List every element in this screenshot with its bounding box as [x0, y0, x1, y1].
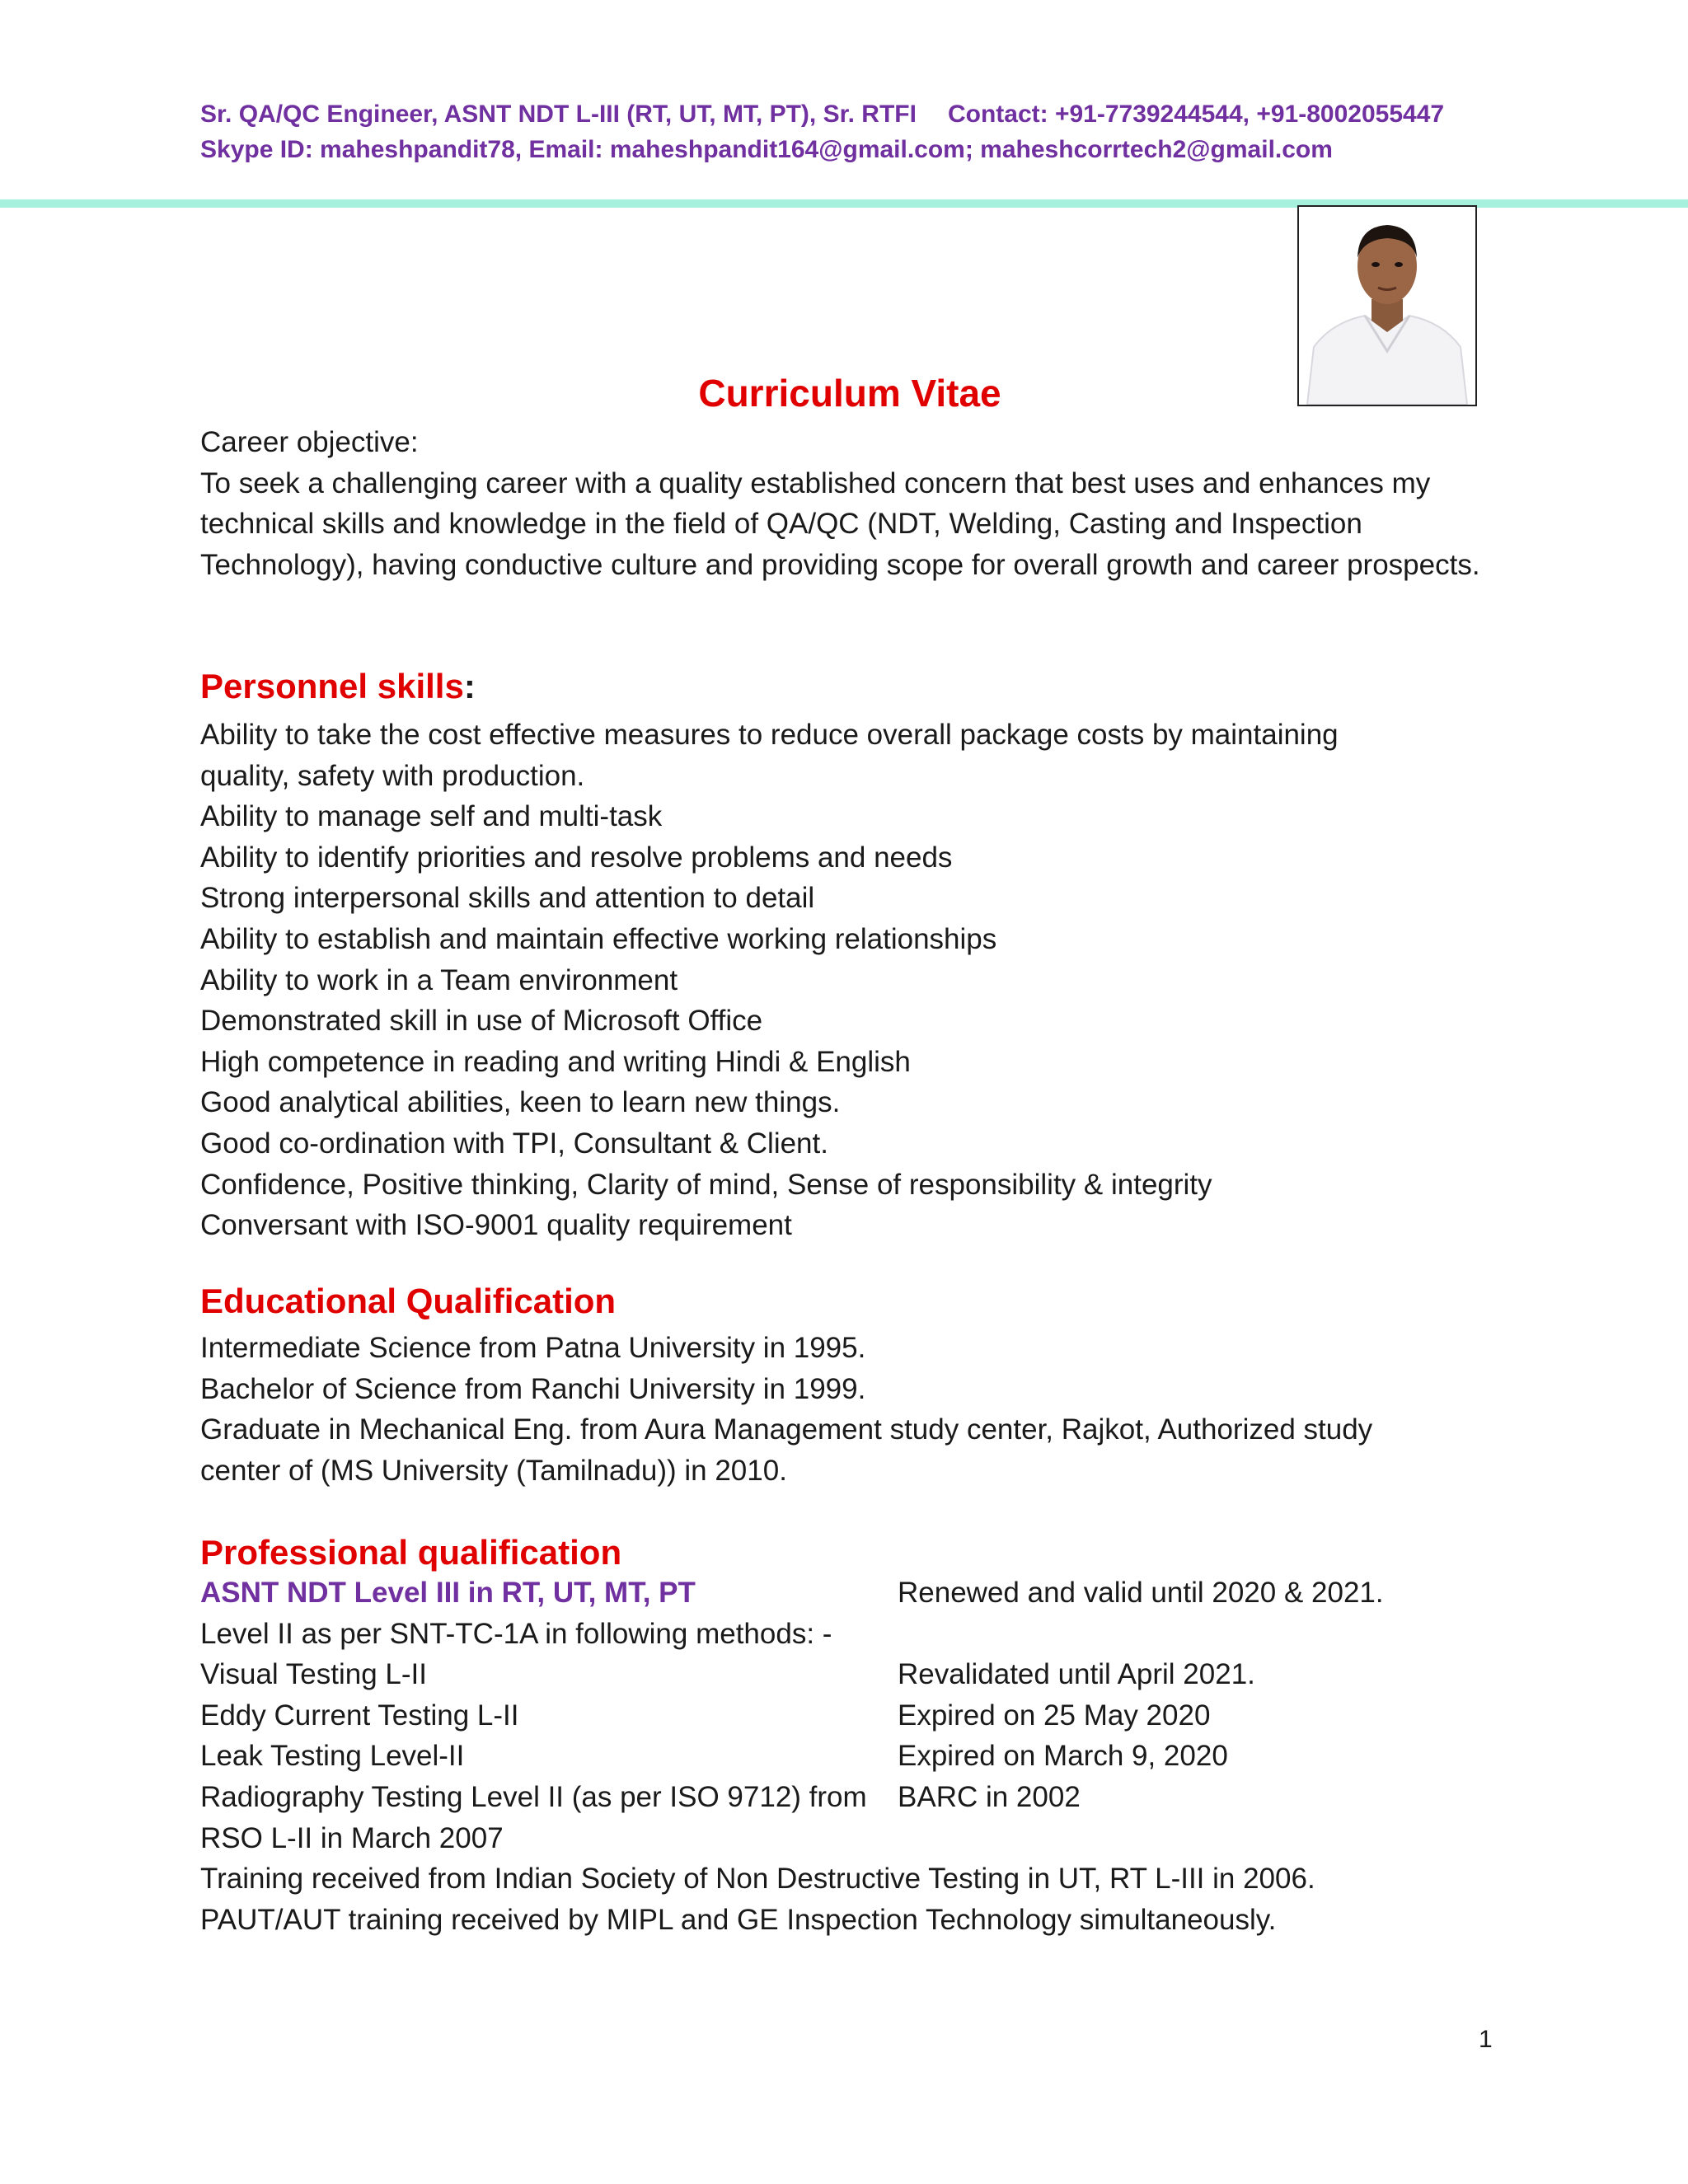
page-header	[0, 0, 1688, 204]
table-row	[200, 1900, 1503, 1941]
list-item: Strong interpersonal skills and attention to detail	[200, 882, 815, 915]
header-contact: Contact: +91-7739244544, +91-8002055447	[947, 101, 1445, 128]
qualification-status: Expired on March 9, 2020	[898, 1740, 1228, 1773]
qualification-name: RSO L-II in March 2007	[200, 1821, 504, 1854]
education-list	[200, 1328, 1503, 1491]
table-row	[200, 1858, 1503, 1900]
qualification-status: BARC in 2002	[898, 1780, 1081, 1813]
list-item: Demonstrated skill in use of Microsoft Office	[200, 1005, 763, 1038]
qualification-status: Revalidated until April 2021.	[898, 1658, 1255, 1691]
list-item: center of (MS University (Tamilnadu)) in 2010.	[200, 1454, 787, 1487]
qualification-name: Leak Testing Level-II	[200, 1740, 465, 1773]
qualification-name: Visual Testing L-II	[200, 1658, 427, 1691]
header-title: Sr. QA/QC Engineer, ASNT NDT L-III (RT, UT, MT, PT), Sr. RTFI	[200, 101, 917, 128]
personnel-skills-heading	[200, 663, 1503, 710]
career-objective-text: To seek a challenging career with a quality established concern that best uses and enhances my technical skills and knowledge in the field of QA/QC (NDT, Welding, Casting and Inspection Technology), having conductive culture and providing scope for overall growth and career prospects.	[200, 466, 1480, 581]
list-item: Bachelor of Science from Ranchi University in 1999.	[200, 1372, 866, 1405]
qualification-name: Level II as per SNT-TC-1A in following methods: -	[200, 1617, 832, 1650]
qualification-name: PAUT/AUT training received by MIPL and GE Inspection Technology simultaneously.	[200, 1903, 1277, 1936]
qualification-name: Eddy Current Testing L-II	[200, 1699, 519, 1732]
header-line-1	[200, 101, 1444, 129]
personnel-skills-section	[200, 663, 1503, 1246]
list-item: Ability to identify priorities and resolve problems and needs	[200, 841, 953, 874]
career-objective-section	[200, 422, 1503, 585]
education-heading: Educational Qualification	[200, 1282, 617, 1320]
page-number: 1	[1479, 2026, 1493, 2053]
qualification-name: ASNT NDT Level III in RT, UT, MT, PT	[200, 1577, 696, 1609]
personnel-skills-list	[200, 715, 1503, 1246]
qualification-name: Radiography Testing Level II (as per ISO 9712) from	[200, 1780, 867, 1813]
list-item: Conversant with ISO-9001 quality requirement	[200, 1209, 792, 1242]
list-item: Confidence, Positive thinking, Clarity of mind, Sense of responsibility & integrity	[200, 1168, 1212, 1201]
list-item: Ability to work in a Team environment	[200, 963, 678, 996]
list-item: High competence in reading and writing Hindi & English	[200, 1045, 911, 1078]
professional-heading: Professional qualification	[200, 1533, 622, 1572]
table-row	[200, 1654, 1503, 1695]
professional-section	[200, 1530, 1503, 1940]
list-item: Good analytical abilities, keen to learn new things.	[200, 1086, 841, 1119]
list-item: Ability to manage self and multi-task	[200, 800, 663, 833]
personnel-skills-heading-text: Personnel skills	[200, 667, 464, 705]
list-item: Ability to establish and maintain effective working relationships	[200, 922, 997, 955]
career-objective-label: Career objective:	[200, 426, 419, 458]
professional-table	[200, 1572, 1503, 1940]
list-item: Ability to take the cost effective measures to reduce overall package costs by maintaining	[200, 719, 1339, 751]
table-row	[200, 1777, 1503, 1818]
list-item: quality, safety with production.	[200, 759, 585, 792]
header-line-2: Skype ID: maheshpandit78, Email: maheshpandit164@gmail.com; maheshcorrtech2@gmail.com	[200, 136, 1333, 163]
qualification-status: Renewed and valid until 2020 & 2021.	[898, 1577, 1384, 1609]
qualification-name: Training received from Indian Society of Non Destructive Testing in UT, RT L-III in 2006.	[200, 1863, 1315, 1896]
list-item: Intermediate Science from Patna University in 1995.	[200, 1332, 866, 1364]
list-item: Good co-ordination with TPI, Consultant & Client.	[200, 1127, 828, 1160]
document-title: Curriculum Vitae	[698, 372, 1001, 415]
qualification-status: Expired on 25 May 2020	[898, 1699, 1211, 1732]
table-row	[200, 1572, 1503, 1614]
table-row	[200, 1614, 1503, 1655]
education-section	[200, 1278, 1503, 1491]
table-row	[200, 1695, 1503, 1736]
list-item: Graduate in Mechanical Eng. from Aura Management study center, Rajkot, Authorized study	[200, 1413, 1373, 1446]
heading-colon: :	[463, 667, 476, 705]
table-row	[200, 1818, 1503, 1859]
table-row	[200, 1736, 1503, 1777]
